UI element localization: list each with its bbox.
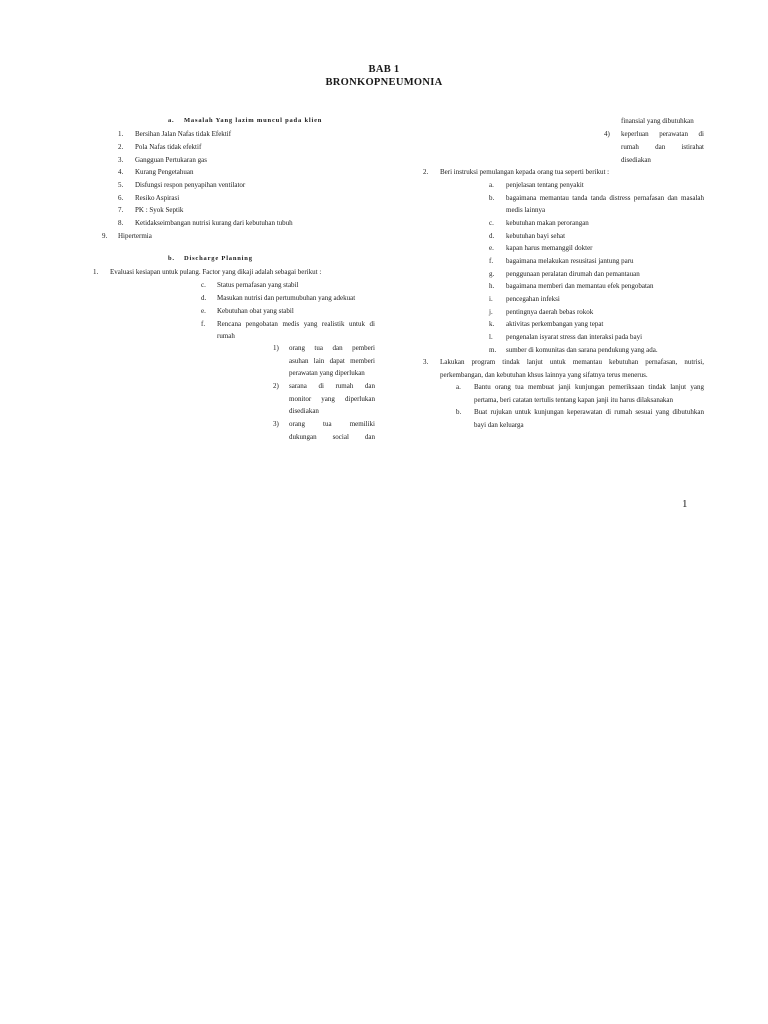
follow-up-item: Bantu orang tua membuat janji kunjungan pemeriksaan tindak lanjut yang [474,383,704,391]
instruction-item: penggunaan peralatan dirumah dan pemantauan [506,270,640,278]
page-number: 1 [682,498,688,510]
instruction-letter: l. [489,333,493,341]
section-a-marker: a. [168,117,175,124]
instruction-letter: a. [489,181,494,189]
sub-item-letter: d. [201,294,207,302]
list-item-number: 8. [118,219,124,227]
discharge-item-number: 1. [93,268,99,276]
document-title-line1: BAB 1 [368,64,400,75]
instruction-item: bagaimana melakukan resusitasi jantung paru [506,257,634,265]
instruction-letter: f. [489,257,494,265]
instruction-letter: c. [489,219,494,227]
instruction-item: bagaimana memberi dan memantau efek pengobatan [506,282,654,290]
instruction-letter: g. [489,270,495,278]
sub-sub-item-number: 3) [273,420,279,428]
sub-item: Masukan nutrisi dan pertumubuhan yang adekuat [217,294,356,302]
instruction-item: kapan harus memanggil dokter [506,244,593,252]
list-item: Pola Nafas tidak efektif [135,143,202,151]
instruction-item: penjelasan tentang penyakit [506,181,584,189]
discharge-item-number: 3. [423,358,429,366]
instruction-item-continued: medis lainnya [506,206,546,214]
sub-item: Status pernafasan yang stabil [217,281,299,289]
instruction-letter: m. [489,346,497,354]
list-item-number: 3. [118,156,124,164]
document-title-line2: BRONKOPNEUMONIA [325,77,443,88]
sub-sub-item: keperluan perawatan di [621,130,704,138]
instruction-letter: j. [489,308,493,316]
follow-up-letter: a. [456,383,461,391]
sub-item-letter: e. [201,307,206,315]
instruction-item: kebutuhan bayi sehat [506,232,566,240]
sub-sub-item: rumah dan istirahat [621,143,704,151]
instruction-letter: i. [489,295,493,303]
instruction-letter: d. [489,232,495,240]
instruction-item: bagaimana memantau tanda tanda distress pernafasan dan masalah [506,194,704,202]
list-item-number: 9. [102,232,108,240]
follow-up-item: Buat rujukan untuk kunjungan keperawatan di rumah sesuai yang dibutuhkan [474,408,704,416]
list-item: Resiko Aspirasi [135,194,180,202]
discharge-item-text: Evaluasi kesiapan untuk pulang. Factor yang dikaji adalah sebagai berikut : [110,268,322,276]
follow-up-item-continued: bayi dan keluarga [474,421,524,429]
list-item-number: 1. [118,130,124,138]
sub-sub-item-number: 1) [273,344,279,352]
sub-item-letter: f. [201,320,206,328]
sub-sub-item-number: 4) [604,130,610,138]
list-item: Gangguan Pertukaran gas [135,156,207,164]
sub-sub-item: orang tua memiliki [289,420,375,428]
list-item: PK : Syok Septik [135,206,184,214]
sub-sub-item: orang tua dan pemberi [289,344,375,352]
sub-sub-item: asuhan lain dapat memberi [289,357,375,365]
list-item: Disfungsi respon penyapihan ventilator [135,181,246,189]
sub-sub-item: disediakan [621,156,651,164]
discharge-item-number: 2. [423,168,429,176]
instruction-letter: k. [489,320,495,328]
instruction-letter: e. [489,244,494,252]
list-item-number: 7. [118,206,124,214]
instruction-item: pencegahan infeksi [506,295,560,303]
section-b-marker: b. [168,255,175,262]
discharge-item-text: Lakukan program tindak lanjut untuk memantau kebutuhan pernafasan, nutrisi, [440,358,704,366]
instruction-item: sumber di komunitas dan sarana pendukung yang ada. [506,346,658,354]
discharge-item-text-continued: perkembangan, dan kebutuhan khsus lainnya yang sifatnya terus menerus. [440,371,648,379]
section-b-heading: Discharge Planning [184,255,253,262]
sub-sub-item-number: 2) [273,382,279,390]
instruction-item: aktivitas perkembangan yang tepat [506,320,604,328]
instruction-letter: h. [489,282,495,290]
discharge-item-text: Beri instruksi pemulangan kepada orang tua seperti berikut : [440,168,610,176]
list-item: Hipertermia [118,232,152,240]
list-item: Ketidakseimbangan nutrisi kurang dari kebutuhan tubuh [135,219,293,227]
list-item-number: 4. [118,168,124,176]
instruction-letter: b. [489,194,495,202]
sub-sub-item: disediakan [289,407,319,415]
continuation-text: finansial yang dibutuhkan [621,117,694,125]
follow-up-letter: b. [456,408,462,416]
list-item-number: 5. [118,181,124,189]
sub-item-letter: c. [201,281,206,289]
instruction-item: kebutuhan makan perorangan [506,219,589,227]
sub-sub-item: monitor yang diperlukan [289,395,375,403]
section-a-heading: Masalah Yang lazim muncul pada klien [184,117,323,124]
list-item: Kurang Pengetahuan [135,168,194,176]
sub-sub-item: perawatan yang diperlukan [289,369,365,377]
sub-sub-item: sarana di rumah dan [289,382,375,390]
list-item-number: 6. [118,194,124,202]
list-item-number: 2. [118,143,124,151]
sub-item-continued: rumah [217,332,235,340]
sub-item: Kebutuhan obat yang stabil [217,307,294,315]
list-item: Bersihan Jalan Nafas tidak Efektif [135,130,232,138]
sub-item: Rencana pengobatan medis yang realistik untuk di [217,320,375,328]
instruction-item: pentingnya daerah bebas rokok [506,308,594,316]
follow-up-item-continued: pertama, beri catatan tertulis tentang kapan janji itu harus dilaksanakan [474,396,674,404]
instruction-item: pengenalan isyarat stress dan interaksi pada bayi [506,333,643,341]
sub-sub-item: dukungan social dan [289,433,375,441]
